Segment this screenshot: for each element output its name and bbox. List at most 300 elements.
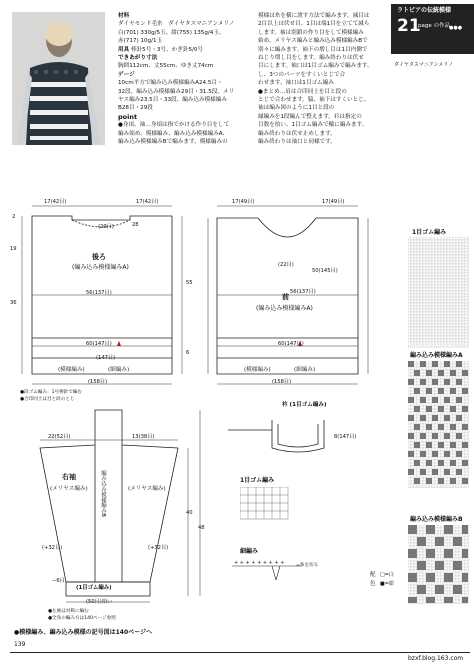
page-num: 21 <box>397 16 421 36</box>
chart-cell <box>444 321 447 324</box>
chart-cell <box>456 552 459 555</box>
chart-cell <box>453 430 456 433</box>
chart-cell <box>411 279 414 282</box>
chart-cell <box>426 370 429 373</box>
chart-cell <box>444 282 447 285</box>
dim-6: 6 <box>186 350 190 356</box>
chart-cell <box>435 261 438 264</box>
chart-cell <box>429 246 432 249</box>
chart-cell <box>408 312 411 315</box>
chart-cell <box>417 367 420 370</box>
sleeve-plus-right: (+32目) <box>148 545 169 551</box>
instruction-line: 目数を拾い、1目ゴム編みで輪に編みます。 <box>258 122 368 129</box>
chart-cell <box>444 549 447 552</box>
chart-cell <box>453 373 456 376</box>
chart-cell <box>465 267 468 270</box>
chart-cell <box>423 427 426 430</box>
chart-cell <box>453 445 456 448</box>
chart-cell <box>453 570 456 573</box>
front-56-dim: 56(137目) <box>290 289 316 295</box>
chart-cell <box>453 246 456 249</box>
chart-cell <box>459 342 462 345</box>
chart-cell <box>450 454 453 457</box>
chart-cell <box>420 333 423 336</box>
chart-cell <box>441 388 444 391</box>
chart-cell <box>459 537 462 540</box>
chart-cell <box>444 255 447 258</box>
chart-cell <box>432 373 435 376</box>
chart-cell <box>426 442 429 445</box>
chart-cell <box>438 321 441 324</box>
chart-cell <box>465 427 468 430</box>
chart-cell <box>432 466 435 469</box>
chart-cell <box>414 549 417 552</box>
chart-cell <box>414 243 417 246</box>
chart-cell <box>411 591 414 594</box>
chart-cell <box>444 534 447 537</box>
chart-cell <box>453 582 456 585</box>
chart-cell <box>411 252 414 255</box>
chart-cell <box>462 315 465 318</box>
chart-cell <box>429 555 432 558</box>
chart-cell <box>465 555 468 558</box>
chart-cell <box>432 240 435 243</box>
chart-cell <box>411 478 414 481</box>
chart-cell <box>459 279 462 282</box>
chart-cell <box>456 409 459 412</box>
chart-cell <box>411 576 414 579</box>
chart-cell <box>444 243 447 246</box>
chart-cell <box>408 427 411 430</box>
chart-cell <box>408 279 411 282</box>
chart-cell <box>459 406 462 409</box>
chart-cell <box>420 285 423 288</box>
chart-cell <box>444 252 447 255</box>
chart-cell <box>429 582 432 585</box>
chart-cell <box>435 543 438 546</box>
chart-cell <box>435 478 438 481</box>
chart-cell <box>420 409 423 412</box>
chart-cell <box>459 528 462 531</box>
chart-cell <box>411 561 414 564</box>
chart-cell <box>459 525 462 528</box>
chart-cell <box>462 391 465 394</box>
chart-cell <box>465 415 468 418</box>
chart-cell <box>435 448 438 451</box>
instruction-line: し、3つのパーツをすくいとじで合 <box>258 71 346 78</box>
chart-cell <box>420 342 423 345</box>
chart-cell <box>459 555 462 558</box>
chart-cell <box>417 573 420 576</box>
chart-cell <box>444 324 447 327</box>
chart-cell <box>447 403 450 406</box>
chart-cell <box>414 442 417 445</box>
chart-cell <box>414 591 417 594</box>
chart-cell <box>450 570 453 573</box>
chart-cell <box>456 361 459 364</box>
chart-cell <box>456 448 459 451</box>
chart-cell <box>453 297 456 300</box>
chart-cell <box>441 427 444 430</box>
chart-cell <box>441 531 444 534</box>
chart-cell <box>450 582 453 585</box>
chart-cell <box>444 466 447 469</box>
chart-cell <box>450 528 453 531</box>
chart-cell <box>450 466 453 469</box>
chart-cell <box>459 400 462 403</box>
chart-cell <box>453 240 456 243</box>
chart-cell <box>447 528 450 531</box>
chart-cell <box>465 297 468 300</box>
chart-cell <box>465 261 468 264</box>
chart-cell <box>465 315 468 318</box>
chart-cell <box>450 385 453 388</box>
chart-cell <box>426 321 429 324</box>
chart-cell <box>420 597 423 600</box>
chart-cell <box>426 240 429 243</box>
chart-cell <box>426 525 429 528</box>
chart-cell <box>417 333 420 336</box>
chart-cell <box>414 454 417 457</box>
chart-cell <box>462 463 465 466</box>
tools-heading: 用具 <box>118 46 130 53</box>
chart-cell <box>438 594 441 597</box>
chart-cell <box>417 412 420 415</box>
chart-cell <box>441 327 444 330</box>
chart-cell <box>459 546 462 549</box>
chart-cell <box>453 403 456 406</box>
chart-cell <box>441 454 444 457</box>
chart-cell <box>450 451 453 454</box>
chart-cell <box>420 418 423 421</box>
chart-cell <box>420 306 423 309</box>
chart-cell <box>444 600 447 603</box>
chart-cell <box>429 403 432 406</box>
chart-cell <box>450 475 453 478</box>
chart-cell <box>417 315 420 318</box>
chart-cell <box>444 385 447 388</box>
chart-cell <box>450 439 453 442</box>
chart-cell <box>453 436 456 439</box>
chart-cell <box>423 294 426 297</box>
chart-cell <box>414 382 417 385</box>
chart-cell <box>420 382 423 385</box>
chart-cell <box>417 364 420 367</box>
chart-cell <box>465 285 468 288</box>
chart-cell <box>408 570 411 573</box>
chart-cell <box>456 312 459 315</box>
chart-cell <box>465 388 468 391</box>
chart-cell <box>450 546 453 549</box>
chart-cell <box>465 288 468 291</box>
chart-cell <box>429 469 432 472</box>
chart-cell <box>414 388 417 391</box>
chart-cell <box>411 330 414 333</box>
chart-cell <box>438 237 441 240</box>
chart-cell <box>417 475 420 478</box>
chart-cell <box>453 243 456 246</box>
chart-cell <box>420 561 423 564</box>
chart-cell <box>447 525 450 528</box>
chart-cell <box>453 537 456 540</box>
chart-cell <box>423 312 426 315</box>
chart-cell <box>438 555 441 558</box>
chart-cell <box>426 421 429 424</box>
chart-cell <box>447 318 450 321</box>
chart-cell <box>435 327 438 330</box>
chart-cell <box>411 466 414 469</box>
chart-cell <box>447 246 450 249</box>
chart-cell <box>456 394 459 397</box>
chart-cell <box>462 379 465 382</box>
chart-cell <box>462 418 465 421</box>
chart-cell <box>453 576 456 579</box>
chart-cell <box>411 582 414 585</box>
chart-cell <box>447 579 450 582</box>
chart-cell <box>408 388 411 391</box>
chart-cell <box>423 252 426 255</box>
chart-cell <box>438 445 441 448</box>
chart-cell <box>438 436 441 439</box>
chart-cell <box>420 528 423 531</box>
chart-cell <box>438 472 441 475</box>
chart-cell <box>441 330 444 333</box>
chart-cell <box>438 451 441 454</box>
chart-cell <box>432 367 435 370</box>
chart-cell <box>447 469 450 472</box>
chart-cell <box>441 445 444 448</box>
chart-cell <box>429 439 432 442</box>
chart-cell <box>420 370 423 373</box>
yarn-brand: ダイヤタスマニアンメリノ <box>394 62 454 68</box>
chart-cell <box>429 597 432 600</box>
chart-cell <box>438 576 441 579</box>
chart-cell <box>432 336 435 339</box>
chart-cell <box>435 451 438 454</box>
chart-cell <box>456 273 459 276</box>
chart-cell <box>429 442 432 445</box>
chart-cell <box>438 421 441 424</box>
chart-cell <box>411 361 414 364</box>
chart-cell <box>417 570 420 573</box>
chart-cell <box>444 330 447 333</box>
chart-cell <box>462 597 465 600</box>
chart-cell <box>441 481 444 484</box>
chart-cell <box>432 385 435 388</box>
chart-cell <box>456 549 459 552</box>
chart-cell <box>450 573 453 576</box>
chart-cell <box>438 469 441 472</box>
chart-cell <box>432 412 435 415</box>
chart-cell <box>420 534 423 537</box>
chart-cell <box>456 406 459 409</box>
chart-cell <box>462 451 465 454</box>
chart-cell <box>450 421 453 424</box>
chart-cell <box>432 594 435 597</box>
chart-cell <box>408 406 411 409</box>
chart-cell <box>447 472 450 475</box>
chart-cell <box>414 276 417 279</box>
rib-chart-title: 1目ゴム編み <box>412 229 447 236</box>
chart-cell <box>417 472 420 475</box>
chart-cell <box>429 267 432 270</box>
chart-cell <box>450 400 453 403</box>
chart-cell <box>441 463 444 466</box>
chart-cell <box>432 409 435 412</box>
chart-cell <box>462 534 465 537</box>
chart-cell <box>432 564 435 567</box>
chart-cell <box>417 373 420 376</box>
chart-cell <box>441 412 444 415</box>
front-neck-dim: (22目) <box>278 262 294 268</box>
chart-cell <box>411 552 414 555</box>
chart-cell <box>456 600 459 603</box>
chart-cell <box>429 594 432 597</box>
chart-cell <box>462 249 465 252</box>
chart-cell <box>444 576 447 579</box>
chart-cell <box>420 442 423 445</box>
chart-cell <box>441 376 444 379</box>
chart-cell <box>411 528 414 531</box>
chart-cell <box>444 303 447 306</box>
chart-cell <box>453 321 456 324</box>
chart-cell <box>429 276 432 279</box>
chart-cell <box>411 297 414 300</box>
chart-cell <box>441 424 444 427</box>
chart-cell <box>426 457 429 460</box>
chart-cell <box>462 303 465 306</box>
chart-cell <box>426 249 429 252</box>
chart-cell <box>408 273 411 276</box>
chart-cell <box>423 379 426 382</box>
chart-cell <box>423 339 426 342</box>
chart-cell <box>420 403 423 406</box>
chart-cell <box>432 370 435 373</box>
chart-cell <box>435 306 438 309</box>
chart-cell <box>441 573 444 576</box>
chart-cell <box>438 336 441 339</box>
chart-cell <box>423 267 426 270</box>
chart-cell <box>462 445 465 448</box>
chart-cell <box>465 370 468 373</box>
chart-cell <box>432 264 435 267</box>
instruction-line: ●まとめ…肩は合印同士を目と段の <box>258 88 347 95</box>
chart-cell <box>450 600 453 603</box>
chart-cell <box>444 249 447 252</box>
chart-cell <box>426 252 429 255</box>
chart-cell <box>432 397 435 400</box>
chart-cell <box>453 543 456 546</box>
chart-cell <box>411 370 414 373</box>
chart-cell <box>447 291 450 294</box>
chart-cell <box>411 525 414 528</box>
sleeve-plus-left: (+32目) <box>42 545 63 551</box>
chart-cell <box>414 478 417 481</box>
front-ribbing-label: (細編み) <box>294 367 316 373</box>
chart-cell <box>444 379 447 382</box>
chart-cell <box>450 427 453 430</box>
chart-cell <box>432 309 435 312</box>
chart-cell <box>441 421 444 424</box>
chart-cell <box>459 361 462 364</box>
chart-cell <box>465 273 468 276</box>
chart-cell <box>441 397 444 400</box>
chart-cell <box>426 270 429 273</box>
patternA-chart-title: 編み込み模様編みA <box>410 352 463 359</box>
chart-cell <box>450 540 453 543</box>
chart-cell <box>459 249 462 252</box>
chart-cell <box>459 540 462 543</box>
chart-cell <box>456 385 459 388</box>
chart-cell <box>420 318 423 321</box>
chart-cell <box>429 379 432 382</box>
chart-cell <box>411 460 414 463</box>
chart-cell <box>414 303 417 306</box>
chart-cell <box>420 451 423 454</box>
chart-cell <box>417 454 420 457</box>
chart-cell <box>429 424 432 427</box>
chart-cell <box>444 552 447 555</box>
chart-cell <box>420 291 423 294</box>
chart-cell <box>456 306 459 309</box>
chart-cell <box>411 261 414 264</box>
chart-cell <box>444 267 447 270</box>
finished-heading: できあがり寸法 <box>118 55 158 62</box>
chart-cell <box>408 309 411 312</box>
chart-cell <box>438 391 441 394</box>
chart-cell <box>435 264 438 267</box>
chart-cell <box>417 585 420 588</box>
chart-cell <box>459 594 462 597</box>
chart-cell <box>426 291 429 294</box>
chart-cell <box>408 421 411 424</box>
chart-cell <box>435 279 438 282</box>
chart-cell <box>411 433 414 436</box>
chart-cell <box>426 276 429 279</box>
chart-cell <box>420 466 423 469</box>
chart-cell <box>447 549 450 552</box>
chart-cell <box>426 478 429 481</box>
chart-cell <box>462 318 465 321</box>
chart-cell <box>423 546 426 549</box>
chart-cell <box>420 564 423 567</box>
chart-cell <box>414 567 417 570</box>
chart-cell <box>426 333 429 336</box>
chart-cell <box>453 466 456 469</box>
chart-cell <box>450 361 453 364</box>
chart-cell <box>465 406 468 409</box>
chart-cell <box>408 469 411 472</box>
chart-cell <box>453 585 456 588</box>
chart-cell <box>429 525 432 528</box>
chart-cell <box>438 385 441 388</box>
chart-cell <box>444 403 447 406</box>
chart-cell <box>423 261 426 264</box>
chart-cell <box>423 412 426 415</box>
chart-cell <box>453 454 456 457</box>
chart-cell <box>465 424 468 427</box>
chart-cell <box>459 564 462 567</box>
chart-cell <box>456 454 459 457</box>
chart-cell <box>420 330 423 333</box>
chart-cell <box>420 481 423 484</box>
chart-cell <box>438 579 441 582</box>
chart-cell <box>453 451 456 454</box>
chart-cell <box>423 394 426 397</box>
chart-cell <box>438 370 441 373</box>
chart-cell <box>438 303 441 306</box>
chart-cell <box>438 409 441 412</box>
